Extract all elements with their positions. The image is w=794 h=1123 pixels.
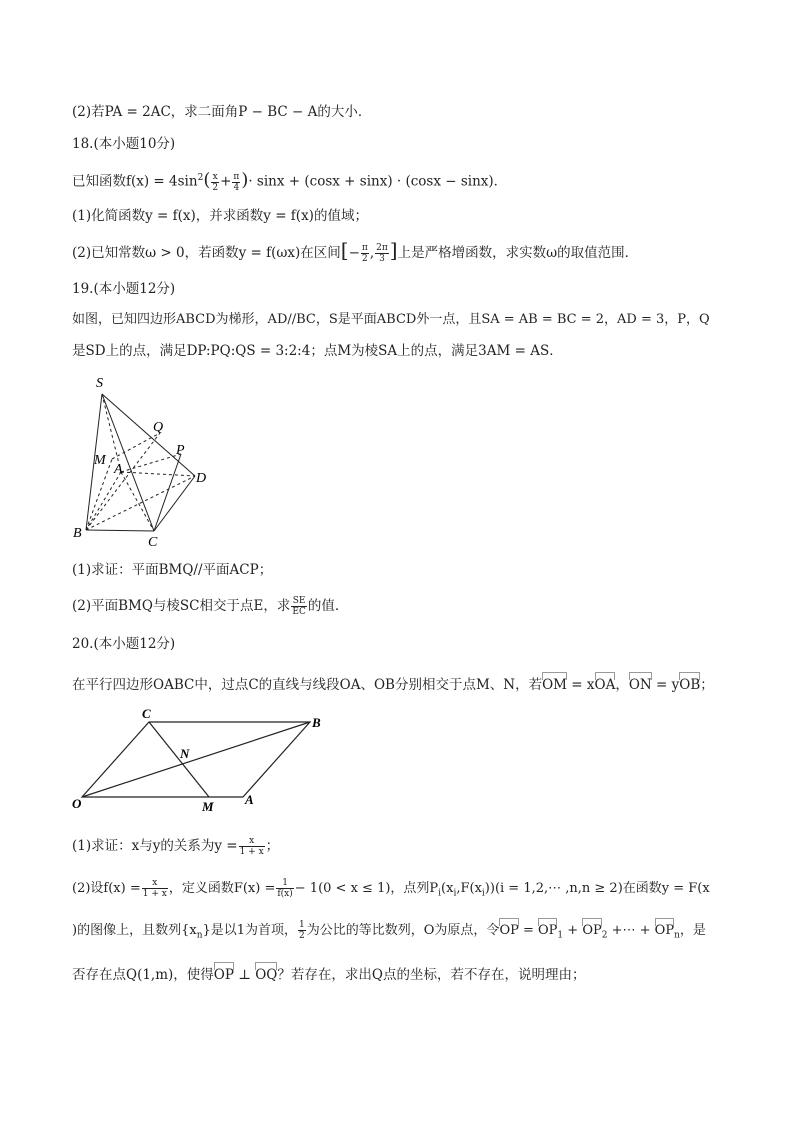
label-M: M — [202, 799, 214, 814]
fraction: $\frac{x}{1 + x}$ — [142, 878, 167, 899]
q20-stem: 在平行四边形OABC中，过点C的直线与线段OA、OB分别相交于点M、N，若OM = xOA，ON = yOB； — [72, 672, 714, 695]
q17-part2: (2)若PA = 2AC，求二面角P − BC − A的大小． — [72, 104, 372, 120]
q18-part1: (1)化简函数y = f(x)，并求函数y = f(x)的值域； — [72, 208, 368, 224]
parallelogram-figure — [70, 704, 330, 816]
fraction: $\frac{x}{2}$ — [212, 171, 219, 193]
label-C: C — [148, 535, 158, 550]
q19-stem-line2: 是SD上的点，满足DP:PQ:QS = 3:2:4；点M为棱SA上的点，满足3AM = AS． — [72, 343, 563, 359]
label-A: A — [114, 462, 123, 477]
pyramid-figure — [68, 370, 228, 552]
fraction: $\frac{2\pi}{3}$ — [376, 243, 388, 264]
q18-part2: (2)已知常数ω > 0，若函数y = f(ωx)在区间[− $\frac{\pi}{2}$ , $\frac{2\pi}{3}$ ]上是严格增函数，求实数ω的取值范围． — [72, 238, 639, 264]
q19-part1: (1)求证：平面BMQ//平面ACP； — [72, 562, 273, 578]
label-C: C — [142, 706, 151, 721]
q20-part2-line3: 否存在点Q(1,m)，使得OP ⊥ OQ？若存在，求出Q点的坐标，若不存在，说明理由； — [72, 962, 585, 985]
label-Q: Q — [153, 420, 164, 435]
q20-part1: (1)求证：x与y的关系为y = $\frac{x}{1 + x}$ ； — [72, 836, 280, 857]
q19-stem-line1: 如图，已知四边形ABCD为梯形，AD//BC，S是平面ABCD外一点，且SA = AB = BC = 2，AD = 3，P，Q — [72, 312, 710, 327]
fraction: $\frac{1}{2}$ — [299, 920, 305, 941]
q20-part2-line2: )的图像上，且数列$\{x_n\}$是以1为首项， $\frac{1}{2}$ 为公比的等比数列，O为原点，令OP = $OP_1 + OP_2$ +⋯ + $OP_n$，是 — [72, 920, 706, 941]
fraction: $\frac{SE}{EC}$ — [292, 596, 306, 617]
label-A: A — [245, 792, 254, 807]
label-P: P — [176, 443, 185, 458]
label-O: O — [72, 796, 82, 811]
q18-stem: 已知函数$f(x) = 4\sin^2$( $\frac{x}{2}$ + $\frac{\pi}{4}$ )· sinx + (cosx + sinx) · (cosx − sinx)． — [72, 169, 508, 193]
q20-header: 20.(本小题12分) — [72, 636, 176, 652]
q19-part2: (2)平面BMQ与棱SC相交于点E，求 $\frac{SE}{EC}$ 的值． — [72, 596, 349, 617]
label-N: N — [180, 746, 190, 761]
label-B: B — [73, 526, 82, 541]
fraction: $\frac{\pi}{2}$ — [361, 243, 368, 264]
q19-header: 19.(本小题12分) — [72, 281, 176, 297]
fraction: $\frac{1}{f(x)}$ — [277, 878, 293, 899]
label-M: M — [94, 453, 106, 468]
fraction: $\frac{x}{1 + x}$ — [239, 836, 264, 857]
q20-part2-line1: (2)设f(x) = $\frac{x}{1 + x}$ ，定义函数F(x) = $\frac{1}{f(x)}$ − 1(0 < x ≤ 1)，点列$P_i(x_i,F(x_i))(i$ = 1,2,⋯ ,n,n ≥ 2)在函数y = F(x — [72, 878, 710, 899]
q18-header: 18.(本小题10分) — [72, 136, 176, 152]
fraction: $\frac{\pi}{4}$ — [233, 171, 240, 193]
label-S: S — [96, 376, 103, 391]
label-B: B — [312, 715, 321, 730]
label-D: D — [196, 471, 207, 486]
